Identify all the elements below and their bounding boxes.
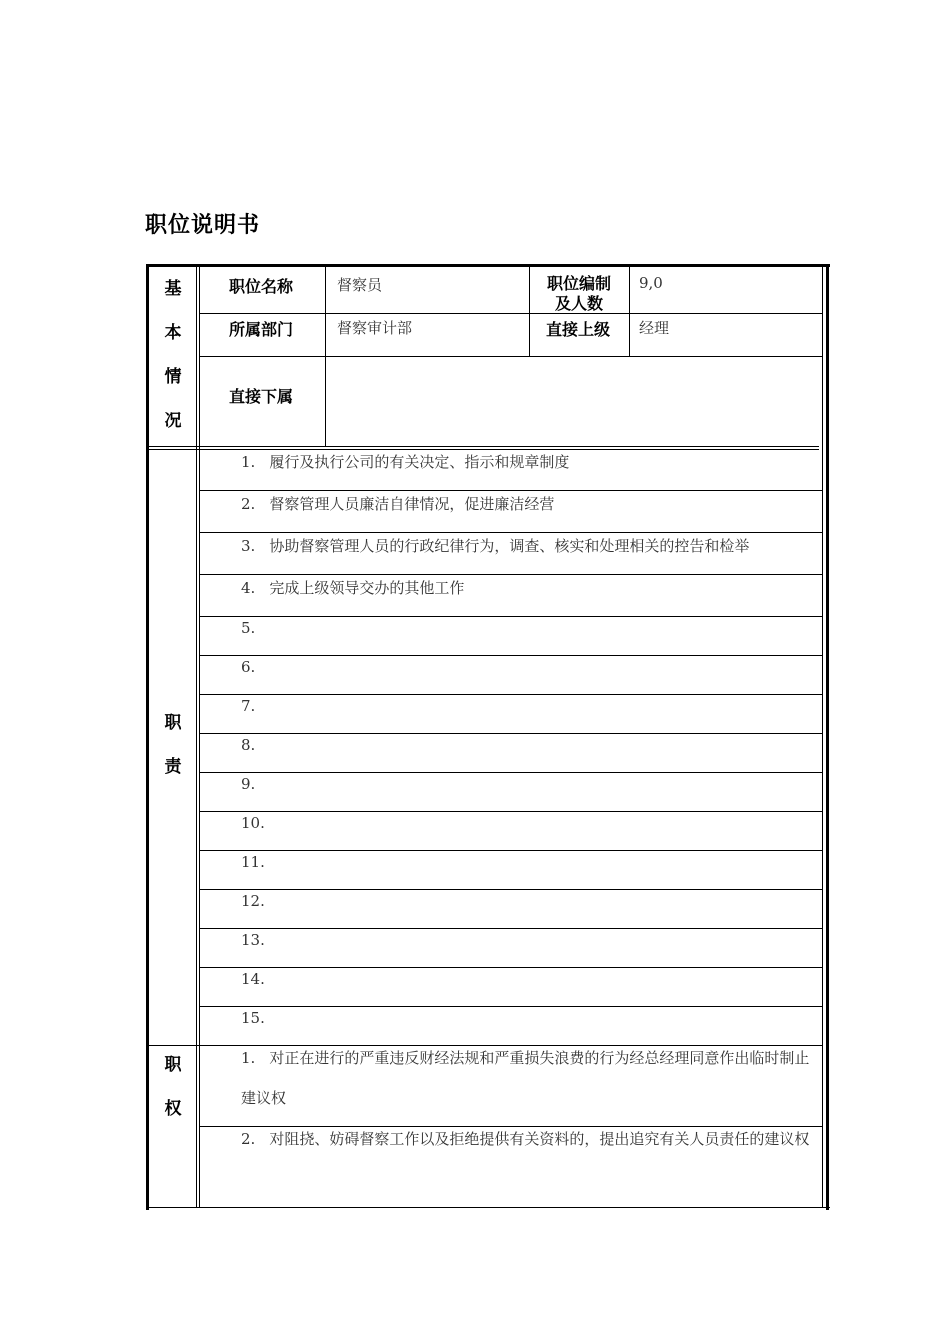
headcount-label: 职位编制 及人数 [546,274,611,313]
section-duties-label: 职 责 [164,713,182,777]
authority-item: 2. 对阻挠、妨碍督察工作以及拒绝提供有关资料的，提出追究有关人员责任的建议权 [241,1130,810,1148]
page-title: 职位说明书 [145,213,261,238]
inner-right-border [822,267,823,1208]
department-label: 所属部门 [229,320,294,339]
top-border [146,264,830,267]
duty-item: 15. [241,1009,265,1027]
section-divider [196,267,197,1208]
right-border [826,264,829,1210]
duty-item: 2. 督察管理人员廉洁自律情况，促进廉洁经营 [241,495,555,513]
duty-item: 9. [241,775,256,793]
duty-item: 8. [241,736,256,754]
duty-item: 6. [241,658,256,676]
superior-value: 经理 [639,319,670,337]
duty-item: 1. 履行及执行公司的有关决定、指示和规章制度 [241,453,570,471]
headcount-value: 9,0 [639,274,663,292]
duty-item: 11. [241,853,265,871]
department-value: 督察审计部 [337,319,413,337]
section-authority-label: 职 权 [164,1055,182,1119]
duty-item: 14. [241,970,265,988]
duty-item: 3. 协助督察管理人员的行政纪律行为，调查、核实和处理相关的控告和检举 [241,537,750,555]
section-divider-2 [199,267,200,1208]
duty-item: 12. [241,892,265,910]
duty-item: 10. [241,814,265,832]
subordinate-label: 直接下属 [229,387,294,406]
authority-item: 1. 对正在进行的严重违反财经法规和严重损失浪费的行为经总经理同意作出临时制止建议权 [241,1049,810,1107]
left-border [146,264,149,1210]
duty-item: 5. [241,619,256,637]
duty-item: 4. 完成上级领导交办的其他工作 [241,579,465,597]
section-basic-label: 基 本 情 况 [164,279,182,431]
duty-item: 7. [241,697,256,715]
position-name-value: 督察员 [337,276,383,294]
superior-label: 直接上级 [546,320,611,339]
bottom-border [146,1207,830,1208]
position-name-label: 职位名称 [229,277,294,296]
duty-item: 13. [241,931,265,949]
